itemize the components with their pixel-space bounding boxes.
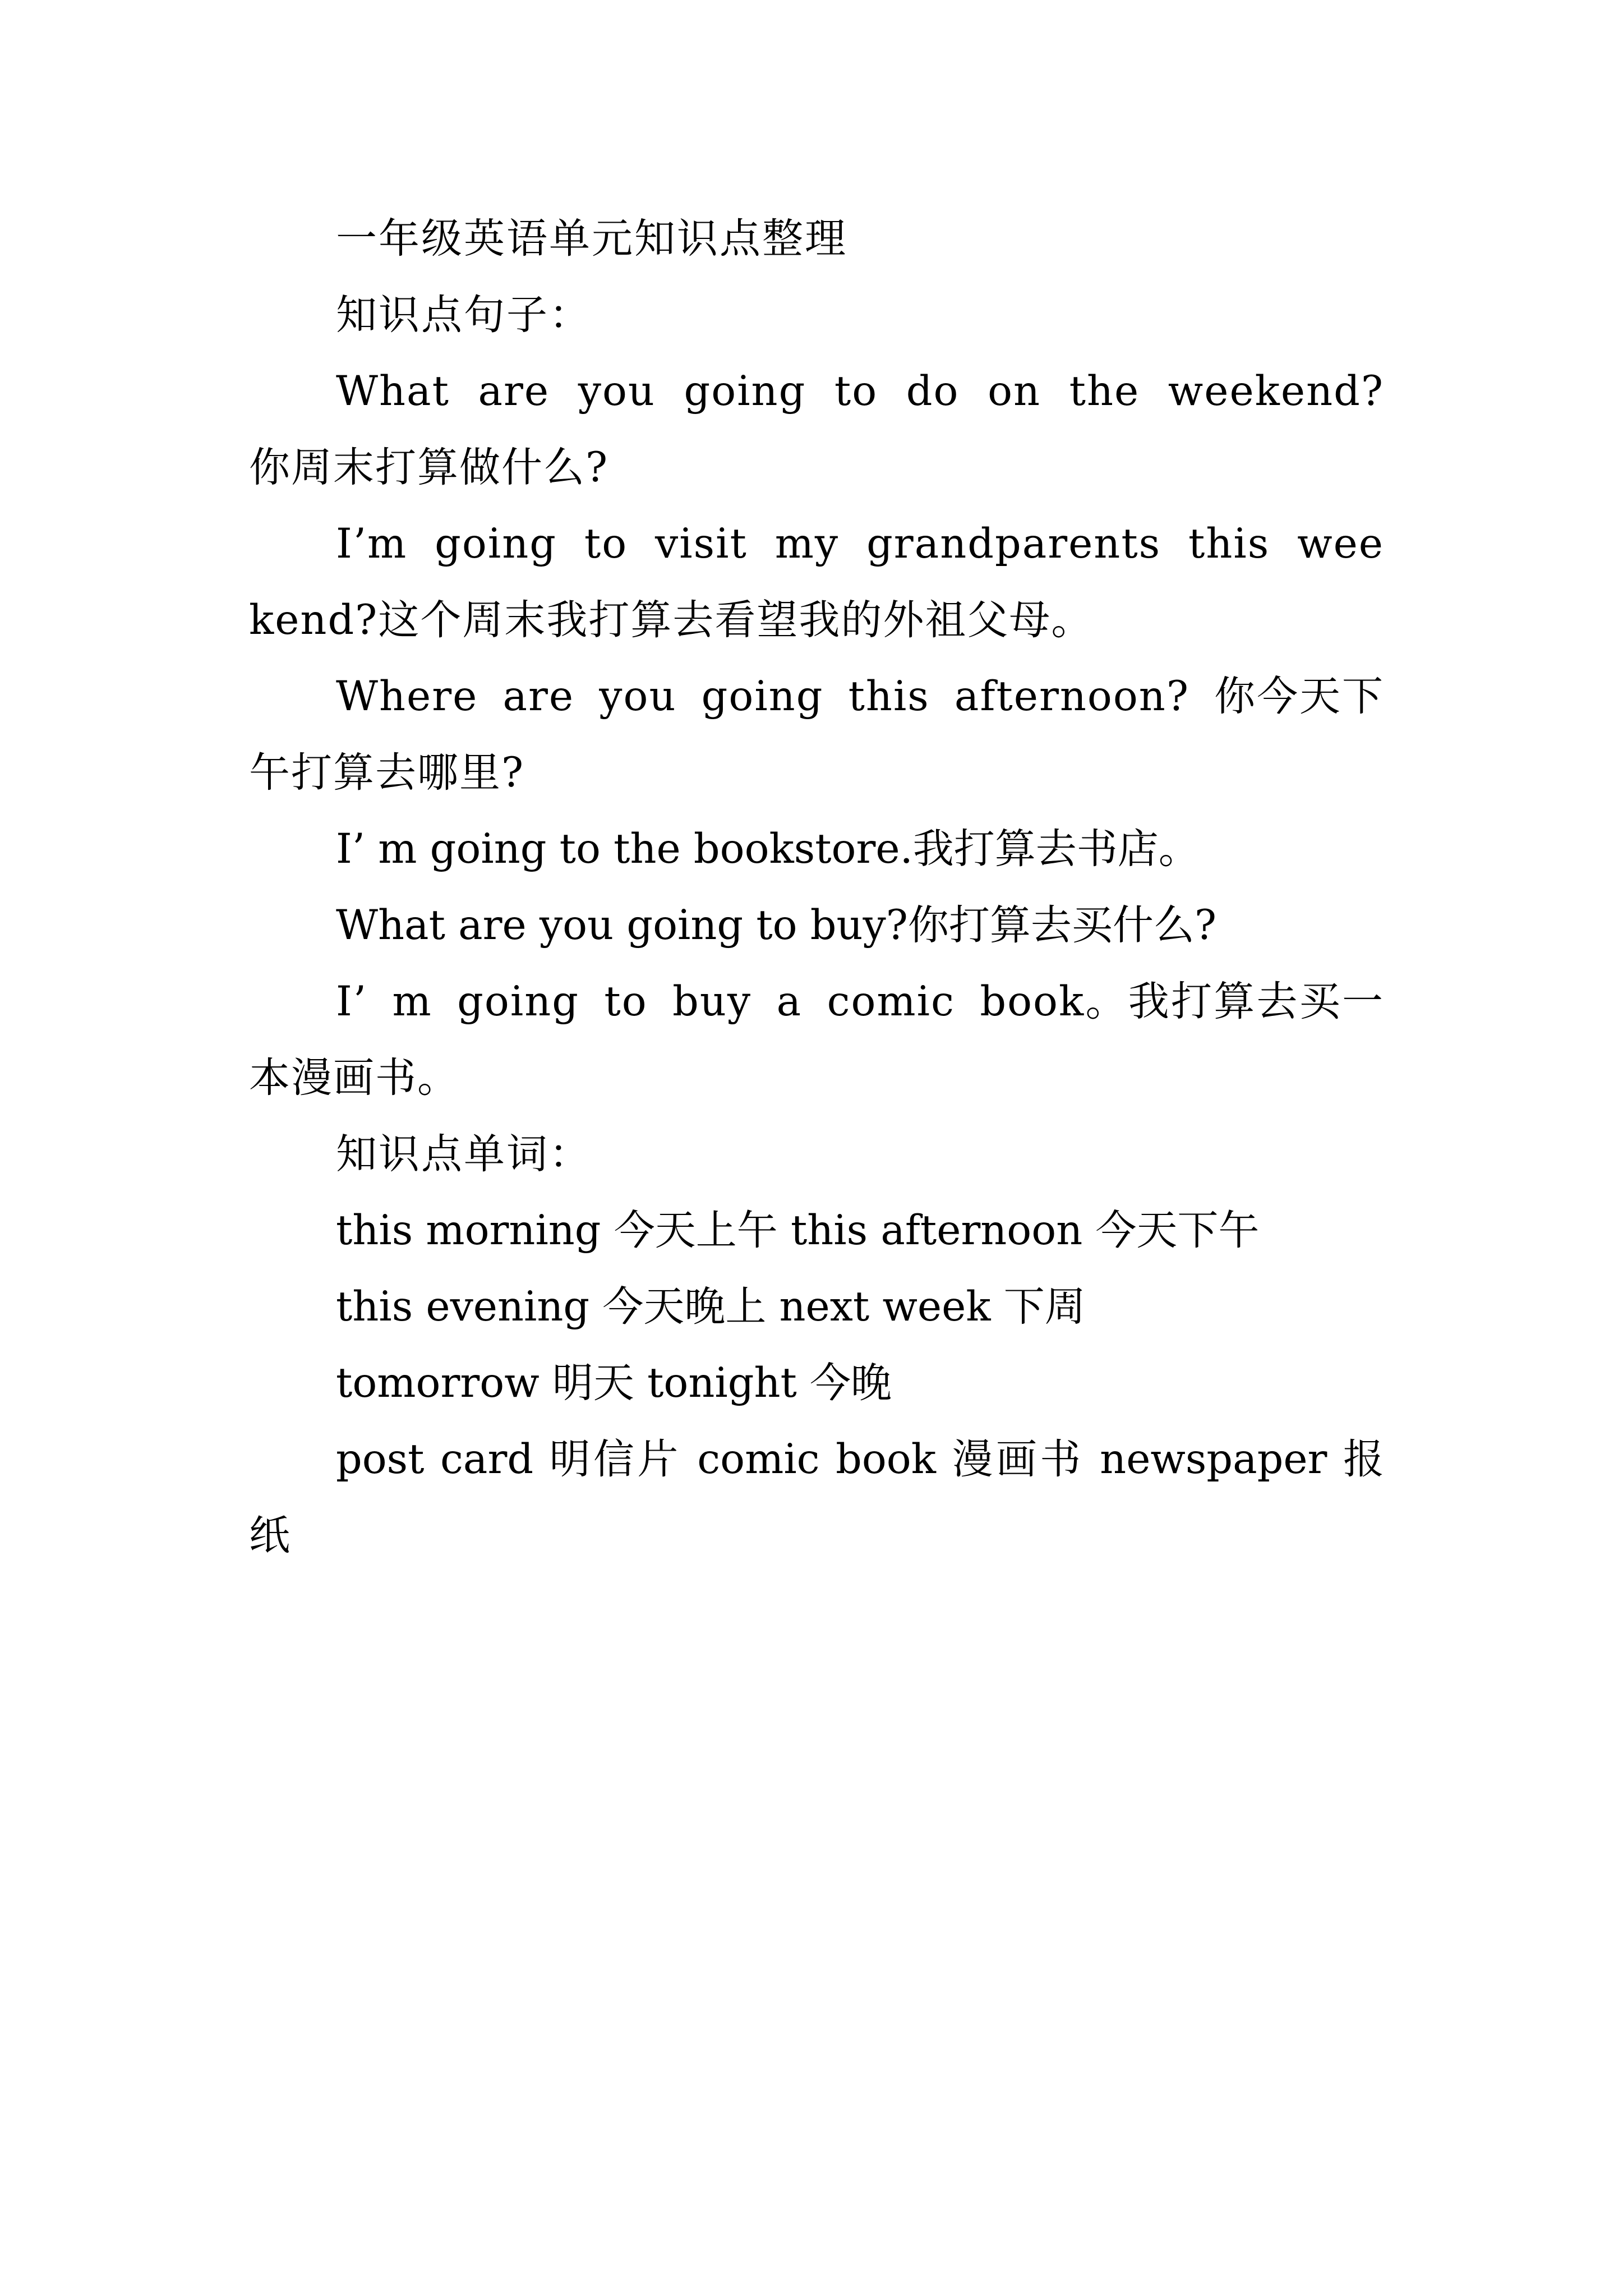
document-title: 一年级英语单元知识点整理: [336, 215, 847, 263]
document-body: [249, 201, 1384, 1574]
sentence-6: I’ m going to buy a comic book。我打算去买一本漫画书。: [249, 978, 1384, 1102]
sentence-5: What are you going to buy?你打算去买什么?: [336, 901, 1217, 949]
word-line-2: this evening 今天晚上 next week 下周: [336, 1283, 1086, 1331]
sentence-4: I’ m going to the bookstore.我打算去书店。: [336, 825, 1200, 873]
word-line-1: this morning 今天上午 this afternoon 今天下午: [336, 1207, 1260, 1254]
word-line-3: tomorrow 明天 tonight 今晚: [336, 1359, 892, 1407]
sentences-heading: 知识点句子：: [336, 291, 592, 339]
words-heading: 知识点单词：: [336, 1130, 592, 1178]
word-line-4: post card 明信片 comic book 漫画书 newspaper 报纸: [249, 1435, 1384, 1559]
sentence-1: What are you going to do on the weekend?你周末打算做什么?: [249, 367, 1384, 491]
sentence-2: I’m going to visit my grandparents this weekend?这个周末我打算去看望我的外祖父母。: [249, 520, 1384, 644]
sentence-3: Where are you going this afternoon? 你今天下午打算去哪里?: [249, 673, 1384, 797]
